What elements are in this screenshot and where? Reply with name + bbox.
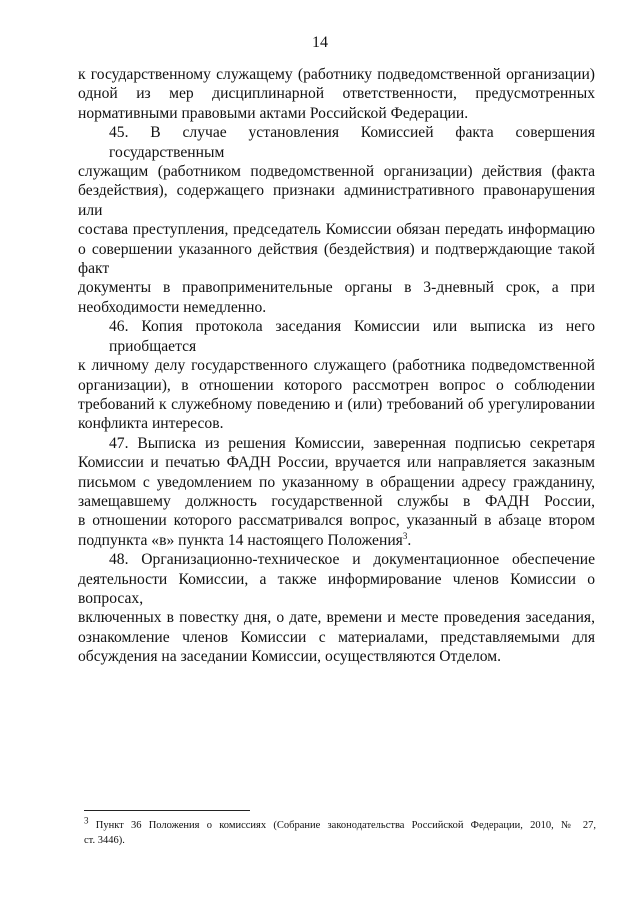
text-line: 45. В случае установления Комиссией факта совершения государственным — [109, 124, 595, 161]
paragraph-continuation — [78, 65, 595, 123]
text-line: документы в правоприменительные органы в 3-дневный срок, а при — [78, 279, 595, 297]
text-line: организации), в отношении которого рассмотрен вопрос о соблюдении — [78, 376, 595, 394]
text-line: 48. Организационно-техническое и документационное обеспечение — [109, 551, 595, 569]
text-line: обсуждения на заседании Комиссии, осуществляются Отделом. — [78, 648, 502, 666]
text-line: к личному делу государственного служащего (работника подведомственной — [78, 357, 595, 375]
paragraph-47 — [78, 434, 595, 550]
paragraph-45 — [78, 123, 595, 317]
text-fragment: . — [407, 531, 412, 549]
text-line: 47. Выписка из решения Комиссии, заверенная подписью секретаря — [109, 434, 595, 452]
text-fragment: подпункта «в» пункта 14 настоящего Положения — [78, 531, 403, 549]
text-line — [78, 531, 595, 550]
footnote-line: ст. 3446). — [84, 835, 125, 846]
text-line: служащим (работником подведомственной организации) действия (факта — [78, 163, 595, 181]
text-line: 46. Копия протокола заседания Комиссии или выписка из него приобщается — [109, 318, 595, 355]
page-number: 14 — [312, 34, 328, 51]
text-line: о совершении указанного действия (бездействия) и подтверждающие такой факт — [78, 240, 595, 278]
text-line: в отношении которого рассматривался вопрос, указанный в абзаце втором — [78, 512, 595, 530]
text-line: Комиссии и печатью ФАДН России, вручается или направляется заказным — [78, 454, 595, 472]
footnote-line — [84, 815, 596, 833]
footnote-separator — [84, 810, 250, 811]
footnote-text: Пункт 36 Положения о комиссиях (Собрание законодательства Российской Федерации, 2010, № 27, — [88, 820, 596, 831]
text-line: необходимости немедленно. — [78, 298, 267, 316]
text-line: требований к служебному поведению и (или) требований об урегулировании — [78, 395, 595, 413]
footnote-reference[interactable]: 3 — [402, 530, 408, 541]
text-line: одной из мер дисциплинарной ответственности, предусмотренных — [78, 85, 595, 103]
text-line: состава преступления, председатель Комиссии обязан передать информацию — [78, 221, 595, 239]
text-line: ознакомление членов Комиссии с материалами, представляемыми для — [78, 628, 595, 646]
text-line: конфликта интересов. — [78, 415, 224, 433]
paragraph-46 — [78, 317, 595, 433]
text-line: деятельности Комиссии, а также информирование членов Комиссии о вопросах, — [78, 570, 595, 607]
footnote-marker: 3 — [84, 815, 89, 826]
text-line: к государственному служащему (работнику подведомственной организации) — [78, 66, 595, 83]
text-line: включенных в повестку дня, о дате, времени и месте проведения заседания, — [78, 609, 595, 627]
footnote — [84, 815, 596, 848]
document-body — [78, 65, 595, 667]
text-line: нормативными правовыми актами Российской Федерации. — [78, 104, 469, 122]
text-line: бездействия), содержащего признаки административного правонарушения или — [78, 182, 595, 219]
text-line: замещавшему должность государственной службы в ФАДН России, — [78, 492, 595, 510]
text-line: письмом с уведомлением по указанному в обращении адресу гражданину, — [78, 473, 595, 491]
paragraph-48 — [78, 550, 595, 666]
